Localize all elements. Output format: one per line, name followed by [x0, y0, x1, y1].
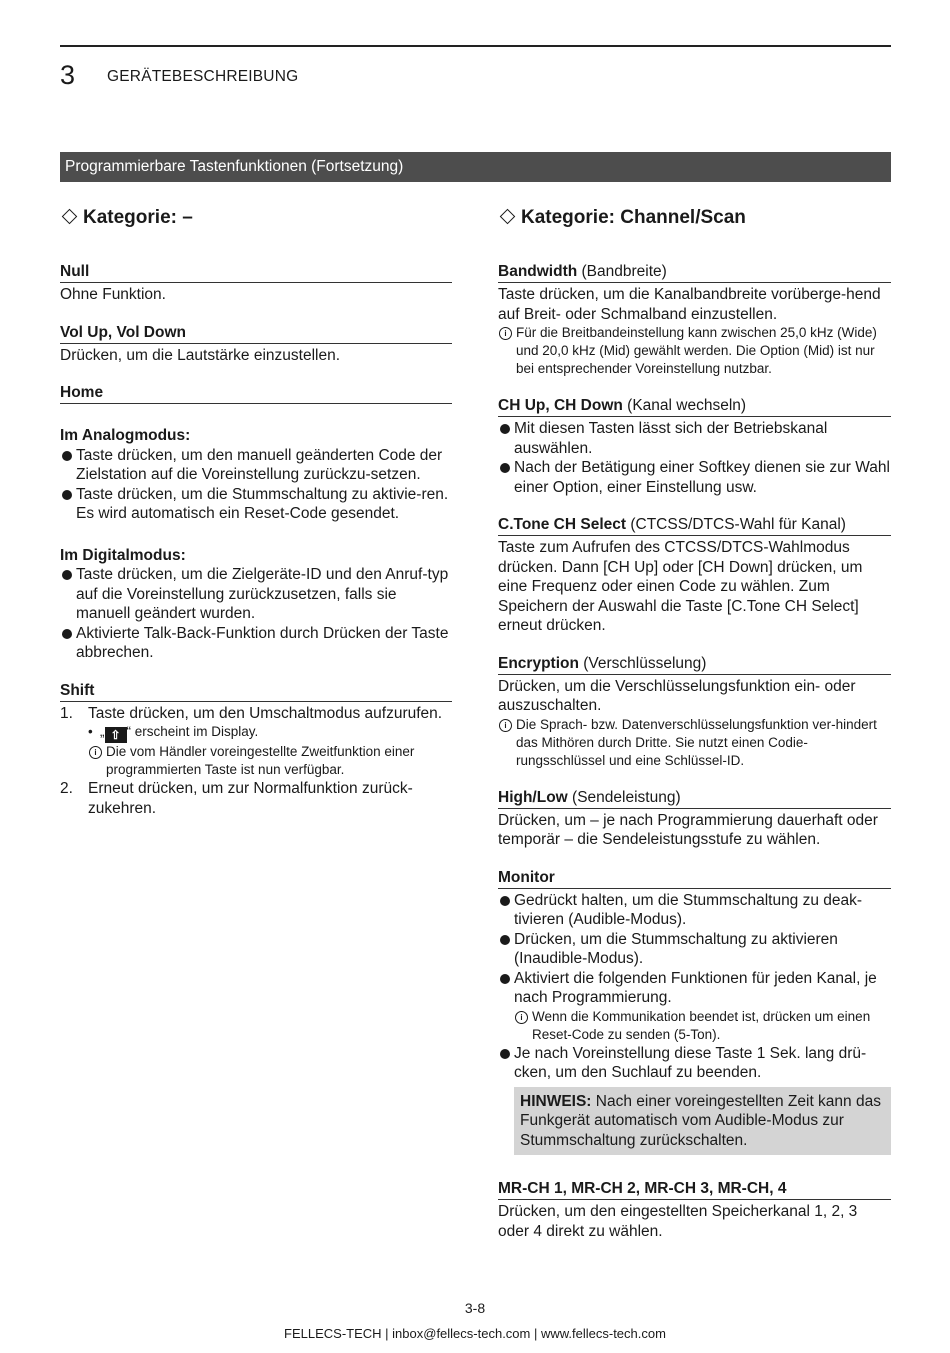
- note: i Die vom Händler voreingestellte Zweitfunktion einer programmierten Taste ist nun verfügbar.: [88, 743, 452, 779]
- left-column: [60, 204, 452, 836]
- category-label: Kategorie: Channel/Scan: [521, 207, 746, 228]
- section-vol: [60, 323, 452, 366]
- numbered-step: 2. Erneut drücken, um zur Normalfunktion zurück-zukehren.: [60, 780, 413, 817]
- section-ch: [498, 396, 891, 497]
- diamond-icon: [62, 209, 78, 225]
- section-home: [60, 383, 452, 663]
- section-title: Bandwidth (Bandbreite): [498, 262, 891, 283]
- numbered-step: 1. Taste drücken, um den Umschaltmodus aufzurufen.: [60, 704, 443, 722]
- info-icon: i: [515, 1011, 528, 1024]
- chapter-title: GERÄTEBESCHREIBUNG: [107, 68, 299, 85]
- section-text: Drücken, um die Verschlüsselungsfunktion ein- oder auszuschalten.: [498, 677, 856, 714]
- section-mrch: [498, 1179, 891, 1241]
- category-label: Kategorie: –: [83, 207, 193, 228]
- section-text: Taste zum Aufrufen des CTCSS/DTCS-Wahlmodus drücken. Dann [CH Up] oder [CH Down] drücken, um eine Frequenz oder einen Code zu wählen. Zum Speichern der Auswahl die Taste [C.Tone CH Select] erneut drücken.: [498, 539, 863, 634]
- section-title: CH Up, CH Down (Kanal wechseln): [498, 396, 891, 417]
- bullet-item: Drücken, um die Stummschaltung zu aktivieren (Inaudible-Modus).: [498, 930, 891, 969]
- page-number: 3-8: [464, 1300, 486, 1316]
- section-title: MR-CH 1, MR-CH 2, MR-CH 3, MR-CH, 4: [498, 1179, 891, 1200]
- hint-label: HINWEIS:: [520, 1092, 592, 1110]
- section-monitor: [498, 868, 891, 1156]
- diamond-icon: [500, 209, 516, 225]
- section-title: C.Tone CH Select (CTCSS/DTCS-Wahl für Kanal): [498, 515, 891, 536]
- category-heading: [60, 204, 452, 232]
- section-text: Taste drücken, um die Kanalbandbreite vorüberge-hend auf Breit- oder Schmalband einzustellen.: [498, 286, 881, 323]
- hint-box: [514, 1087, 891, 1156]
- note: i Die Sprach- bzw. Datenverschlüsselungsfunktion ver-hindert das Mithören durch Dritte. Sie nutzt einen Codie-rungsschlüssel und eine Schlüssel-ID.: [498, 716, 891, 770]
- section-ctone: [498, 515, 891, 636]
- section-title: Encryption (Verschlüsselung): [498, 654, 891, 675]
- shift-key-icon: ⇧: [105, 727, 127, 743]
- bullet-item: Taste drücken, um den manuell geänderten Code der Zielstation auf die Voreinstellung zurückzu-setzen.: [60, 446, 452, 485]
- subheading-analog: Im Analogmodus:: [60, 427, 191, 444]
- section-highlow: [498, 788, 891, 850]
- section-title: High/Low (Sendeleistung): [498, 788, 891, 809]
- sub-bullet: • „ ⇧ “ erscheint im Display.: [88, 723, 452, 743]
- section-text: Drücken, um den eingestellten Speicherkanal 1, 2, 3 oder 4 direkt zu wählen.: [498, 1203, 858, 1240]
- category-heading: [498, 204, 891, 232]
- note: i Wenn die Kommunikation beendet ist, drücken um einen Reset-Code zu senden (5-Ton).: [514, 1008, 891, 1044]
- hint-text: Nach einer voreingestellten Zeit kann das Funkgerät automatisch vom Audible-Modus zur Stummschaltung zurückschalten.: [520, 1092, 881, 1149]
- section-text: Drücken, um – je nach Programmierung dauerhaft oder temporär – die Sendeleistungsstufe zu wählen.: [498, 811, 878, 848]
- note: i Für die Breitbandeinstellung kann zwischen 25,0 kHz (Wide) und 20,0 kHz (Mid) gewählt werden. Die Option (Mid) ist nur bei entsprechender Voreinstellung nutzbar.: [498, 324, 891, 378]
- bullet-item: Je nach Voreinstellung diese Taste 1 Sek. lang drü-cken, um den Suchlauf zu beenden.: [498, 1044, 891, 1083]
- section-bandwidth: [498, 262, 891, 378]
- section-title: Shift: [60, 681, 452, 702]
- info-icon: i: [499, 719, 512, 732]
- section-title: Monitor: [498, 868, 891, 889]
- info-icon: i: [89, 746, 102, 759]
- bullet-item: Taste drücken, um die Zielgeräte-ID und den Anruf-typ auf die Voreinstellung zurückzusetzen, falls sie manuell geändert wurden.: [60, 565, 452, 624]
- bullet-item: Taste drücken, um die Stummschaltung zu aktivie-ren. Es wird automatisch ein Reset-Code gesendet.: [60, 485, 452, 524]
- chapter-number: 3: [60, 60, 76, 90]
- right-column: [498, 204, 891, 1259]
- info-icon: i: [499, 327, 512, 340]
- section-banner: Programmierbare Tastenfunktionen (Fortsetzung): [60, 152, 891, 182]
- bullet-item: Aktiviert die folgenden Funktionen für jeden Kanal, je nach Programmierung.: [498, 969, 891, 1008]
- subheading-digital: Im Digitalmodus:: [60, 546, 186, 564]
- bullet-item: Mit diesen Tasten lässt sich der Betriebskanal auswählen.: [498, 419, 891, 458]
- section-title: Null: [60, 262, 452, 283]
- section-title: Home: [60, 383, 452, 404]
- bullet-item: Aktivierte Talk-Back-Funktion durch Drücken der Taste abbrechen.: [60, 624, 452, 663]
- section-encryption: [498, 654, 891, 770]
- section-text: Ohne Funktion.: [60, 286, 166, 303]
- section-null: [60, 262, 452, 305]
- section-shift: [60, 681, 452, 819]
- footer: FELLECS-TECH | inbox@fellecs-tech.com | www.fellecs-tech.com: [284, 1326, 666, 1341]
- bullet-item: Nach der Betätigung einer Softkey dienen sie zur Wahl einer Option, einer Einstellung usw.: [498, 458, 891, 497]
- top-rule: [60, 45, 891, 47]
- section-text: Drücken, um die Lautstärke einzustellen.: [60, 346, 341, 364]
- section-title: Vol Up, Vol Down: [60, 323, 452, 344]
- bullet-item: Gedrückt halten, um die Stummschaltung zu deak-tivieren (Audible-Modus).: [498, 891, 891, 930]
